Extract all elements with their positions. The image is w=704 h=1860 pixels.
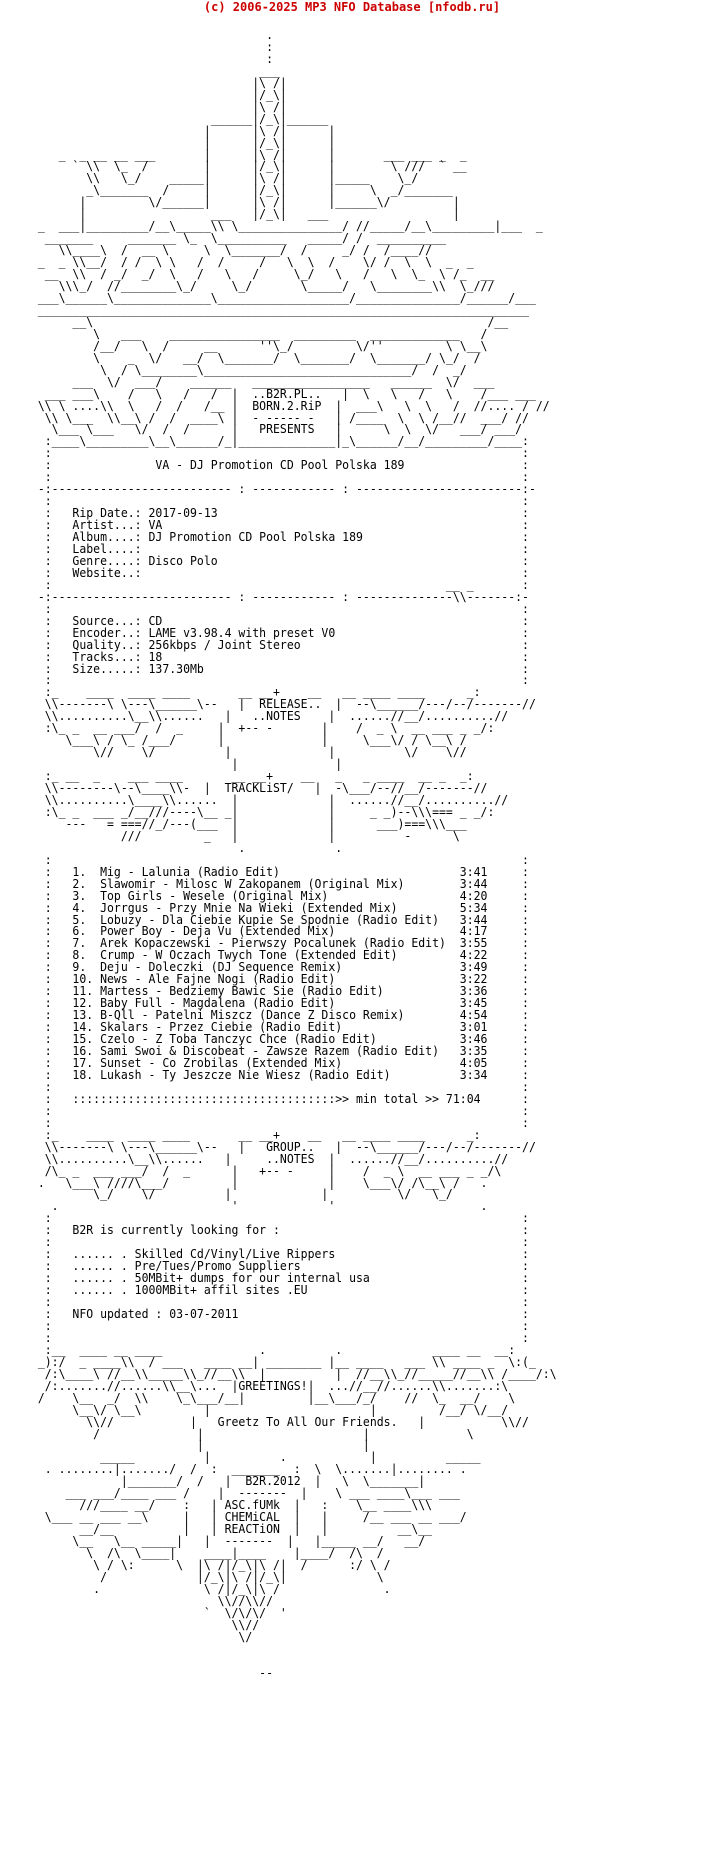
nfo-line: ___ ___/____ ___ / | ------- | \ ___ ____\___ ___ <box>24 1486 460 1501</box>
nfo-line: __/__ | | REACTiON | | __\__ <box>24 1522 433 1537</box>
nfo-line: \___\ / \_ /___/ | | \___\/ / \__\ / <box>24 733 467 748</box>
nfo-line: : <box>24 39 274 54</box>
nfo-line: : 11. Martess - Bedziemy Bawic Sie (Radio Edit) 3:36 : <box>24 984 529 999</box>
nfo-line: : 8. Crump - W Oczach Twych Tone (Extended Edit) 4:22 : <box>24 948 529 963</box>
nfo-line: : : <box>24 1235 529 1250</box>
nfo-line: ______|/_\|______ <box>24 111 329 126</box>
nfo-line: _____ | . | _____ <box>24 1450 481 1465</box>
nfo-line: \\-------\ \---\______\-- | RELEASE.. | --\______/---/--/-------// <box>24 697 536 712</box>
nfo-line: . ' ' . <box>24 1199 488 1214</box>
nfo-line: | | <box>24 1438 370 1453</box>
nfo-line: | ___ |/_\| ___ | <box>24 207 460 222</box>
nfo-line: | |/_\| | <box>24 135 336 150</box>
nfo-line: | | <box>24 757 343 772</box>
nfo-line: : NFO updated : 03-07-2011 : <box>24 1306 529 1321</box>
nfo-line: : : <box>24 470 529 485</box>
nfo-line: \\____\ / __ \ \ \_______/ / _/ / /____// <box>24 243 433 258</box>
nfo-line: : B2R is currently looking for : : <box>24 1223 529 1238</box>
nfo-line: : Website..: : <box>24 565 529 580</box>
nfo-line: : 9. Deju - Doleczki (DJ Sequence Remix) 3:49 : <box>24 960 529 975</box>
nfo-line: ___\______\______________\___________________/_______________/______/___ <box>24 290 536 305</box>
nfo-line: ___ ___\ / \ / / | ..B2R.PL.. | \ \ / \ /___ ___ <box>24 386 536 401</box>
nfo-line: | |\ /| | <box>24 123 336 138</box>
nfo-line: \\//\\// <box>24 1593 274 1608</box>
nfo-line: : 7. Arek Kopaczewski - Pierwszy Pocalunek (Radio Edit) 3:55 : <box>24 936 529 951</box>
nfo-line: \\..........\__\\...... | ..NOTES | ......//__/..........// <box>24 1151 509 1166</box>
nfo-line: :__ ____ __ ____ . . ____ __ __: <box>24 1342 516 1357</box>
nfo-line: . ........|......./ / : _______ : \ \.......|........ . <box>24 1462 467 1477</box>
nfo-line: : 17. Sunset - Co Zrobilas (Extended Mix) 4:05 : <box>24 1055 529 1070</box>
nfo-line: : 18. Lukash - Ty Jeszcze Nie Wiesz (Radio Edit) 3:34 : <box>24 1067 529 1082</box>
nfo-line: : 3. Top Girls - Wesele (Original Mix) 4:20 : <box>24 888 529 903</box>
nfo-line: \\\_/ //________\_/ \_/ \_____/ \________\\ \_/// <box>24 279 495 294</box>
nfo-line: ` \/\/\/ ' <box>24 1605 287 1620</box>
nfo-line: |\ /| <box>24 99 287 114</box>
nfo-line: : : <box>24 1211 529 1226</box>
nfo-line: \___ \___ \/ / / | PRESENTS | \ \ \/ ___/ ___/ <box>24 422 523 437</box>
nfo-line: : 2. Slawomir - Milosc W Zakopanem (Original Mix) 3:44 : <box>24 876 529 891</box>
nfo-line: : <box>24 51 274 66</box>
nfo-line: -- <box>24 1665 274 1680</box>
nfo-line: \\..........\__\\...... | ..NOTES | ......//__/..........// <box>24 709 509 724</box>
nfo-line: /// _ | | - \ <box>24 828 460 843</box>
nfo-line: /:.......//......\\__\... |GREETINGS!| ...//__//......\\.......:\ <box>24 1378 509 1393</box>
nfo-line: ` \\ \_ / | |/_\| | \ /// ` __ <box>24 159 467 174</box>
nfo-line: \ / \________\______________________________/ / _/ <box>24 362 467 377</box>
nfo-line: _______________________________________________________________________ <box>24 302 529 317</box>
nfo-line: :____\_________\__\______/_|______________|_\______/__/_________/____: <box>24 434 529 449</box>
nfo-line: : Quality..: 256kbps / Joint Stereo : <box>24 637 529 652</box>
nfo-line: : : <box>24 446 529 461</box>
nfo-line: : : <box>24 1318 529 1333</box>
nfo-line: \\// <box>24 1617 260 1632</box>
nfo-line: : : <box>24 1295 529 1310</box>
nfo-line: : Size.....: 137.30Mb : <box>24 661 529 676</box>
nfo-line: \\ \_/ _____| |\ /| |_____ \_/ <box>24 171 419 186</box>
nfo-line: |/_\| <box>24 87 287 102</box>
nfo-line: : 15. Czelo - Z Toba Tanczyc Chce (Radio Edit) 3:46 : <box>24 1032 529 1047</box>
nfo-line: :\_ _ ___ _/__///----\__ _| | _ _)--\\\=== _ _/: <box>24 804 495 819</box>
nfo-line: -:-------------------------- : ------------ : ------------------------:- <box>24 482 536 497</box>
nfo-line: : ::::::::::::::::::::::::::::::::::::::>> min total >> 71:04 : <box>24 1091 529 1106</box>
nfo-line: : Encoder..: LAME v3.98.4 with preset V0 : <box>24 625 529 640</box>
nfo-line: : ...... . Skilled Cd/Vinyl/Live Rippers : <box>24 1247 529 1262</box>
nfo-line: : : <box>24 601 529 616</box>
nfo-line: : : <box>24 1330 529 1345</box>
nfo-line: . \ /|/_\|\ / . <box>24 1581 391 1596</box>
nfo-line: : 12. Baby Full - Magdalena (Radio Edit) 3:45 : <box>24 996 529 1011</box>
nfo-line: : : <box>24 494 529 509</box>
nfo-line: _______ _______ \_ \__________ _____/ / __________ <box>24 231 446 246</box>
nfo-line: \\ \___ \\__\ / / ____\ | - ----- - | /____ \ \ /__// ___/ // <box>24 410 529 425</box>
nfo-line: : Rip Date.: 2017-09-13 : <box>24 506 529 521</box>
nfo-line: \_/ \/ | | \/ \_/ <box>24 1187 453 1202</box>
nfo-line: :_ ____ ____ ____ __ __+ __ __ ____ ____ _: <box>24 685 481 700</box>
nfo-line: \\..........\____\\...... | | ......//__/..........// <box>24 793 509 807</box>
nfo-line: \___ __ ___ __\ | | CHEMiCAL | | /__ ___ __ ___/ <box>24 1510 467 1525</box>
nfo-line: . . <box>24 840 343 855</box>
nfo-line: : Artist...: VA : <box>24 518 529 533</box>
nfo-line: / |/_\|\ /|/_\| \ <box>24 1569 384 1584</box>
nfo-line: ___ \/ ___/ ______ _________________ ______ \/ ___ <box>24 374 495 389</box>
nfo-line: . \___\ ////\___/ | | \___\/ /\__\ / . <box>24 1175 488 1190</box>
nfo-line: \ / \: \ |\ /|/_\|\ /| / :/ \ / <box>24 1558 391 1572</box>
nfo-line: \ /\ \____| ____|____ |____/ /\ / <box>24 1546 384 1561</box>
nfo-line: : Label....: : <box>24 541 529 556</box>
nfo-line: __ \\ / _/ _/ \ / \ / \_/ \ / \ \_ \ /_ __ <box>24 267 495 282</box>
nfo-line: \/ <box>24 1629 253 1644</box>
nfo-line: : ...... . 1000MBit+ affil sites .EU : <box>24 1283 529 1298</box>
nfo-line: : 1. Mig - Lalunia (Radio Edit) 3:41 : <box>24 864 529 879</box>
nfo-line: . <box>24 28 274 42</box>
nfo-line: : 4. Jorrgus - Przy Mnie Na Wieki (Extended Mix) 5:34 : <box>24 900 529 915</box>
nfo-line: -:-------------------------- : ------------ : --------------\\-------:- <box>24 589 529 604</box>
nfo-line: : 13. B-Qll - Patelni Miszcz (Dance Z Disco Remix) 4:54 : <box>24 1008 529 1023</box>
nfo-line: \// \/ | | \/ \// <box>24 745 467 760</box>
nfo-line: /\_ _ ___ ___/ / _ | +-- - | / _ \ __ ___ _ _/\ <box>24 1163 502 1178</box>
nfo-line: : 10. News - Ale Fajne Nogi (Radio Edit) 3:22 : <box>24 972 529 987</box>
nfo-line: \\ \ ....\\ \ / / /__ | BORN.2.RiP | ___\ \ \ / //.... / // <box>24 398 550 413</box>
nfo-line: : 16. Sami Swoi & Discobeat - Zawsze Razem (Radio Edit) 3:35 : <box>24 1044 529 1059</box>
nfo-line: _\_______ / | |/_\| | \ _/_______ <box>24 183 453 198</box>
nfo-line: : : <box>24 1103 529 1118</box>
nfo-line: \\--------\--\____\\- | TRACKLiST/ | -\___/--//__/-------// <box>24 781 488 796</box>
nfo-line: \ ___ ________________ _________ _____________ / <box>24 326 488 341</box>
nfo-line: : ...... . Pre/Tues/Promo Suppliers : <box>24 1259 529 1274</box>
nfo-line: : 6. Power Boy - Deja Vu (Extended Mix) 4:17 : <box>24 924 529 939</box>
nfo-line: /:\____\ //__\\_____\\_//__\\ | | //__\\_//_____//__\\ /____/:\ <box>24 1366 557 1381</box>
nfo-line: ___ <box>24 63 280 78</box>
nfo-line: : : <box>24 852 529 867</box>
nfo-line: |_______/ / | B2R.2012 | \ \_______| <box>24 1474 426 1489</box>
nfo-line: : __ _ : <box>24 577 529 592</box>
nfo-line: : Source...: CD : <box>24 613 529 628</box>
nfo-line: _ _ \\__/ / / \ \ / / / \ \ / \/ / \ \ _ _ <box>24 255 474 270</box>
nfo-line: :\_ _ __ ___/ / _ | +-- - | / _ \ __ ___ _ _/: <box>24 721 495 736</box>
nfo-line: \\-------\ \---\______\-- | GROUP.. | --\______/---/--/-------// <box>24 1139 536 1154</box>
nfo-line: _):/ _ ____\\ / ___ ____ __| ________ |__ ____ ___ \\ ____ _ \:(_ <box>24 1354 536 1369</box>
nfo-line: / | | \ <box>24 1426 474 1441</box>
nfo-line: --- = ===//_/---(___ | | ___)===\\\___ <box>24 816 467 831</box>
nfo-line: ///____ __/ : | ASC.fUMk | : \__ ____\\\ <box>24 1498 433 1513</box>
nfo-line: : Album....: DJ Promotion CD Pool Polska 189 : <box>24 530 529 545</box>
nfo-line: : 5. Lobuzy - Dla Ciebie Kupie Se Spodnie (Radio Edit) 3:44 : <box>24 912 529 927</box>
nfo-line: : ...... . 50MBit+ dumps for our internal usa : <box>24 1271 529 1286</box>
nfo-line: \ _ \/ __/ \_______/ \_______/ \_______/ \_/ / <box>24 350 481 365</box>
nfo-line: : : <box>24 1115 529 1130</box>
nfo-line: : Tracks...: 18 : <box>24 649 529 664</box>
nfo-line: / \__ _/ \\ \_\___/__| |__\___/_/ // \_ __/ \ <box>24 1390 516 1405</box>
nfo-line: | \/______| |\ /| |______\/ | <box>24 195 460 210</box>
nfo-line: _ ___|_________/__\_____\\ \_______________/ //_____/__\_________|___ _ <box>24 219 543 234</box>
nfo-line: _ _ __ __ ___ | |\ /| | ___ ___ _ _ <box>24 147 467 162</box>
nfo-line: :_ __ _ ___ ____ __ __+ __ _ _ ____ __ _ _: <box>24 769 474 784</box>
nfo-line: \__\/ \__\ | | /__/ \/__/ <box>24 1402 509 1417</box>
nfo-line: : VA - DJ Promotion CD Pool Polska 189 : <box>24 458 529 473</box>
nfo-line: : Genre....: Disco Polo : <box>24 553 529 568</box>
nfo-line: : : <box>24 1079 529 1094</box>
nfo-line: \__ \__ _____| | ------- | |_____ __/ __/ <box>24 1534 426 1549</box>
nfo-line: : : <box>24 673 529 688</box>
page-header: (c) 2006-2025 MP3 NFO Database [nfodb.ru] <box>203 0 501 14</box>
nfo-line: |\ /| <box>24 75 287 90</box>
nfo-line: : 14. Skalars - Przez Ciebie (Radio Edit) 3:01 : <box>24 1020 529 1035</box>
nfo-ascii-art <box>24 30 557 1680</box>
nfo-line: \\// | Greetz To All Our Friends. | \\// <box>24 1414 529 1429</box>
nfo-line: __\ /__ <box>24 314 509 329</box>
nfo-line: /__/ \ / __ ''\_/ \/'' \ \__\ <box>24 338 488 353</box>
nfo-line: :_ ____ ____ ____ __ __+ __ __ ____ ____ _: <box>24 1127 481 1142</box>
